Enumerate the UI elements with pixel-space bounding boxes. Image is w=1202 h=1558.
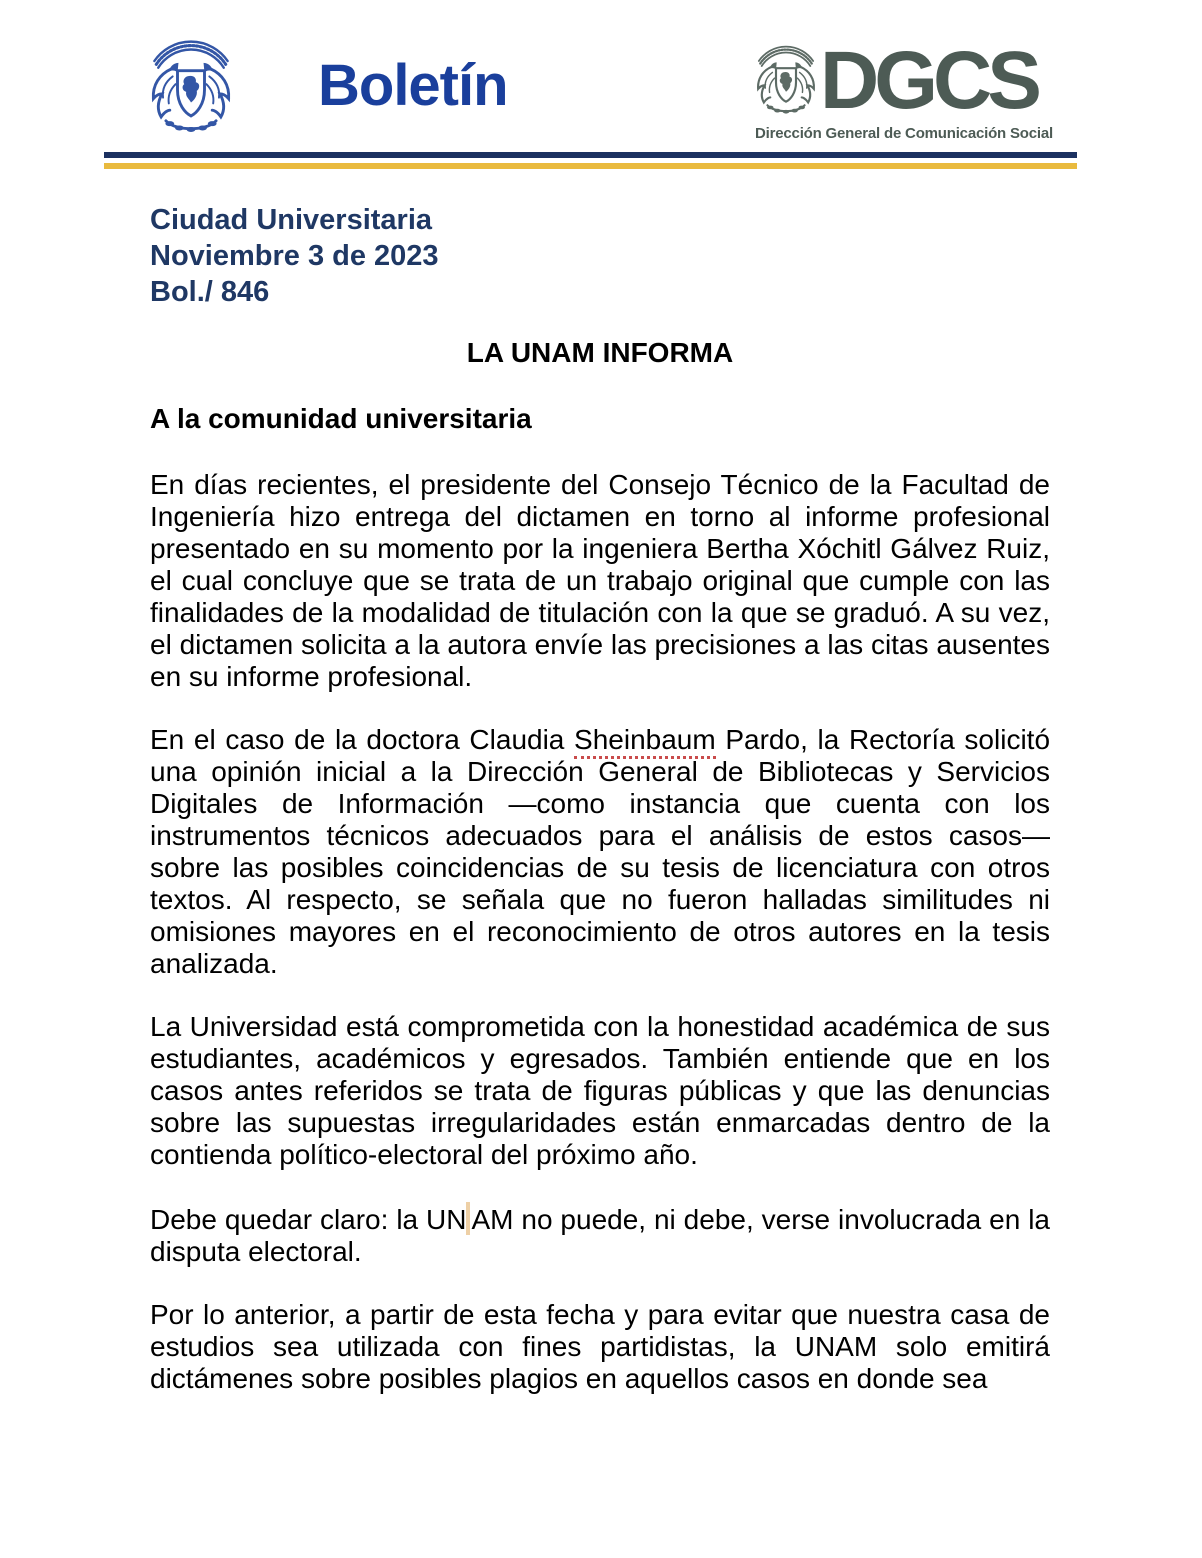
- text-caret: [466, 1202, 470, 1235]
- salutation: A la comunidad universitaria: [150, 403, 532, 434]
- spellcheck-underlined-word: Sheinbaum: [574, 724, 716, 759]
- paragraph: [150, 1011, 1050, 1171]
- text-segment: Por lo anterior, a partir de esta fecha y para evitar que nuestra casa de estudios sea utilizada con fines partidistas, la UNAM solo emitirá dictámenes sobre posibles plagios en aquellos casos en donde sea: [150, 1299, 1050, 1394]
- dgcs-caption: Dirección General de Comunicación Social: [755, 125, 1053, 142]
- letter-content: [150, 202, 1050, 1426]
- header-rule-gold: [104, 163, 1077, 169]
- text-segment: Debe quedar claro: la UN: [150, 1204, 467, 1235]
- meta-bulletin-number: Bol./ 846: [150, 276, 270, 308]
- paragraph: [150, 1299, 1050, 1395]
- text-segment: En el caso de la doctora Claudia: [150, 724, 575, 755]
- document-title: LA UNAM INFORMA: [466, 337, 734, 368]
- document-paragraphs: [150, 469, 1050, 1395]
- meta-date: Noviembre 3 de 2023: [150, 240, 439, 272]
- unam-crest-icon: [142, 34, 240, 142]
- text-segment: AM no puede, ni debe, verse involucrada en la disputa electoral.: [150, 1204, 1050, 1267]
- text-segment: En días recientes, el presidente del Consejo Técnico de la Facultad de Ingeniería hizo entrega del dictamen en torno al informe profesional presentado en su momento por la ingeniera Bertha Xóchitl Gálvez Ruiz, el cual concluye que se trata de un trabajo original que cumple con las finalidades de la modalidad de titulación con la que se graduó. A su vez, el dictamen solicita a la autora envíe las precisiones a las citas ausentes en su informe profesional.: [150, 469, 1050, 692]
- dgcs-logo-row: [748, 35, 1060, 126]
- text-segment: Pardo, la Rectoría solicitó una opinión inicial a la Dirección General de Bibliotecas y Servicios Digitales de Información —como instancia que cuenta con los instrumentos técnicos adecuados para el análisis de estos casos— sobre las posibles coincidencias de su tesis de licenciatura con otros textos. Al respecto, se señala que no fueron halladas similitudes ni omisiones mayores en el reconocimiento de otros autores en la tesis analizada.: [150, 724, 1051, 979]
- bulletin-title: Boletín: [318, 53, 508, 118]
- paragraph: [150, 469, 1050, 693]
- text-segment: La Universidad está comprometida con la honestidad académica de sus estudiantes, académicos y egresados. También entiende que en los casos antes referidos se trata de figuras públicas y que las denuncias sobre las supuestas irregularidades están enmarcadas dentro de la contienda político-electoral del próximo año.: [150, 1011, 1050, 1170]
- unam-crest-gray-icon: [748, 41, 824, 121]
- meta-block: [150, 202, 1050, 310]
- dgcs-logo: [748, 35, 1060, 142]
- dgcs-acronym: DGCS: [820, 35, 1037, 126]
- paragraph: [150, 724, 1050, 980]
- meta-place: Ciudad Universitaria: [150, 204, 433, 236]
- header-rule-navy: [104, 152, 1077, 158]
- paragraph: [150, 1202, 1050, 1268]
